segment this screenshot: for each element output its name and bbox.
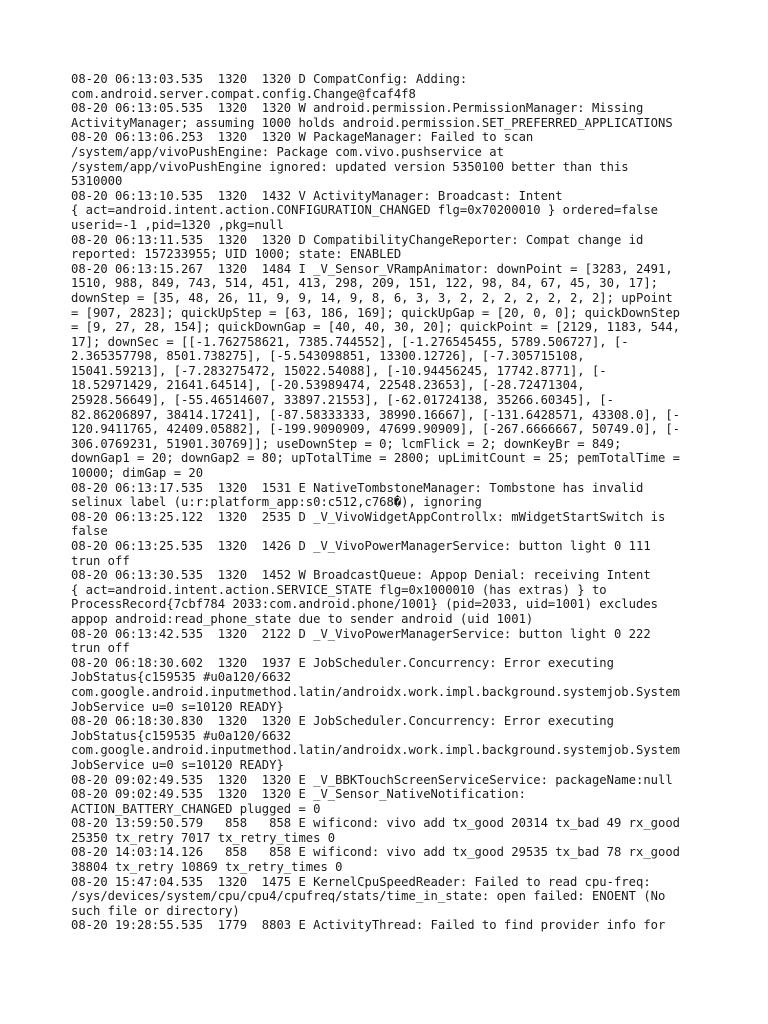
log-line: 25928.56649], [-55.46514607, 33897.21553], [-62.01724138, 35266.60345], [- xyxy=(71,393,614,408)
log-line: 82.86206897, 38414.17241], [-87.58333333, 38990.16667], [-131.6428571, 43308.0], [- xyxy=(71,407,681,422)
log-line: such file or directory) xyxy=(71,903,240,918)
log-line: 08-20 09:02:49.535 1320 1320 E _V_BBKTouchScreenServiceService: packageName:null xyxy=(71,772,673,787)
log-line: downStep = [35, 48, 26, 11, 9, 9, 14, 9, 8, 6, 3, 3, 2, 2, 2, 2, 2, 2, 2]; upPoint xyxy=(71,290,673,305)
log-line: trun off xyxy=(71,641,130,656)
log-line: appop android:read_phone_state due to sender android (uid 1001) xyxy=(71,611,534,626)
log-line: reported: 157233955; UID 1000; state: ENABLED xyxy=(71,247,402,262)
log-text-view xyxy=(71,72,711,933)
log-line: 08-20 06:13:06.253 1320 1320 W PackageManager: Failed to scan xyxy=(71,130,534,145)
log-line: 08-20 06:13:03.535 1320 1320 D CompatConfig: Adding: xyxy=(71,72,468,86)
log-line: 2.365357798, 8501.738275], [-5.543098851, 13300.12726], [-7.305715108, xyxy=(71,349,585,364)
log-line: 17]; downSec = [[-1.762758621, 7385.744552], [-1.276545455, 5789.506727], [- xyxy=(71,334,629,349)
log-line: downGap1 = 20; downGap2 = 80; upTotalTime = 2800; upLimitCount = 25; pemTotalTime = xyxy=(71,451,681,466)
log-line: 08-20 06:13:10.535 1320 1432 V ActivityManager: Broadcast: Intent xyxy=(71,188,563,203)
log-line: ProcessRecord{7cbf784 2033:com.android.phone/1001} (pid=2033, uid=1001) excludes xyxy=(71,597,658,612)
log-line: 08-20 15:47:04.535 1320 1475 E KernelCpuSpeedReader: Failed to read cpu-freq: xyxy=(71,874,651,889)
log-line: /system/app/vivoPushEngine: Package com.vivo.pushservice at xyxy=(71,144,504,159)
log-line: 18.52971429, 21641.64514], [-20.53989474, 22548.23653], [-28.72471304, xyxy=(71,378,585,393)
log-line: { act=android.intent.action.CONFIGURATION_CHANGED flg=0x70200010 } ordered=false xyxy=(71,203,658,218)
log-line: 08-20 06:13:11.535 1320 1320 D CompatibilityChangeReporter: Compat change id xyxy=(71,232,644,247)
log-line: com.google.android.inputmethod.latin/androidx.work.impl.background.systemjob.System xyxy=(71,743,681,758)
log-line: JobService u=0 s=10120 READY} xyxy=(71,699,284,714)
log-line: = [907, 2823]; quickUpStep = [63, 186, 169]; quickUpGap = [20, 0, 0]; quickDownStep xyxy=(71,305,681,320)
log-line: userid=-1 ,pid=1320 ,pkg=null xyxy=(71,217,284,232)
log-line: 08-20 14:03:14.126 858 858 E wificond: vivo add tx_good 29535 tx_bad 78 rx_good xyxy=(71,845,681,860)
log-line: 08-20 06:13:25.535 1320 1426 D _V_VivoPowerManagerService: button light 0 111 xyxy=(71,539,651,553)
log-line: 10000; dimGap = 20 xyxy=(71,466,204,481)
log-line: 08-20 13:59:50.579 858 858 E wificond: vivo add tx_good 20314 tx_bad 49 rx_good xyxy=(71,816,681,831)
log-line: JobStatus{c159535 #u0a120/6632 xyxy=(71,670,292,685)
log-line: trun off xyxy=(71,553,130,568)
log-line: 1510, 988, 849, 743, 514, 451, 413, 298, 209, 151, 122, 98, 84, 67, 45, 30, 17]; xyxy=(71,276,658,291)
log-line: 08-20 06:13:42.535 1320 2122 D _V_VivoPowerManagerService: button light 0 222 xyxy=(71,626,651,641)
log-line: 08-20 06:13:15.267 1320 1484 I _V_Sensor_VRampAnimator: downPoint = [3283, 2491, xyxy=(71,261,673,276)
log-line: com.android.server.compat.config.Change@fcaf4f8 xyxy=(71,86,416,101)
log-line: 08-20 06:18:30.830 1320 1320 E JobScheduler.Concurrency: Error executing xyxy=(71,714,614,729)
log-line: ACTION_BATTERY_CHANGED plugged = 0 xyxy=(71,801,321,816)
log-line: selinux label (u:r:platform_app:s0:c512,c768�), ignoring xyxy=(71,495,482,510)
log-line: 08-20 06:18:30.602 1320 1937 E JobScheduler.Concurrency: Error executing xyxy=(71,655,614,670)
log-line: 5310000 xyxy=(71,174,123,189)
log-line: = [9, 27, 28, 154]; quickDownGap = [40, 40, 30, 20]; quickPoint = [2129, 1183, 544, xyxy=(71,320,681,335)
log-line: /sys/devices/system/cpu/cpu4/cpufreq/stats/time_in_state: open failed: ENOENT (No xyxy=(71,889,666,904)
log-line: ActivityManager; assuming 1000 holds android.permission.SET_PREFERRED_APPLICATIONS xyxy=(71,115,673,130)
log-line: 08-20 09:02:49.535 1320 1320 E _V_Sensor_NativeNotification: xyxy=(71,787,526,802)
log-line: false xyxy=(71,524,108,539)
log-line: 306.0769231, 51901.30769]]; useDownStep = 0; lcmFlick = 2; downKeyBr = 849; xyxy=(71,436,622,451)
log-line: 25350 tx_retry 7017 tx_retry_times 0 xyxy=(71,830,336,845)
log-line: /system/app/vivoPushEngine ignored: updated version 5350100 better than this xyxy=(71,159,629,174)
log-line: 08-20 06:13:30.535 1320 1452 W BroadcastQueue: Appop Denial: receiving Intent xyxy=(71,568,651,583)
log-line: 120.9411765, 42409.05882], [-199.9090909, 47699.90909], [-267.6666667, 50749.0], [- xyxy=(71,422,681,437)
log-line: JobStatus{c159535 #u0a120/6632 xyxy=(71,728,292,743)
log-line: 08-20 06:13:05.535 1320 1320 W android.permission.PermissionManager: Missing xyxy=(71,101,644,116)
log-line: { act=android.intent.action.SERVICE_STATE flg=0x1000010 (has extras) } to xyxy=(71,582,607,597)
log-line: 08-20 19:28:55.535 1779 8803 E ActivityThread: Failed to find provider info for xyxy=(71,918,666,933)
log-line: JobService u=0 s=10120 READY} xyxy=(71,757,284,772)
log-line: 08-20 06:13:25.122 1320 2535 D _V_VivoWidgetAppControllx: mWidgetStartSwitch is xyxy=(71,509,666,524)
log-line: 38804 tx_retry 10869 tx_retry_times 0 xyxy=(71,860,343,875)
log-line: 15041.59213], [-7.283275472, 15022.54088], [-10.94456245, 17742.8771], [- xyxy=(71,363,607,378)
log-line: 08-20 06:13:17.535 1320 1531 E NativeTombstoneManager: Tombstone has invalid xyxy=(71,480,644,495)
log-line: com.google.android.inputmethod.latin/androidx.work.impl.background.systemjob.System xyxy=(71,684,681,699)
